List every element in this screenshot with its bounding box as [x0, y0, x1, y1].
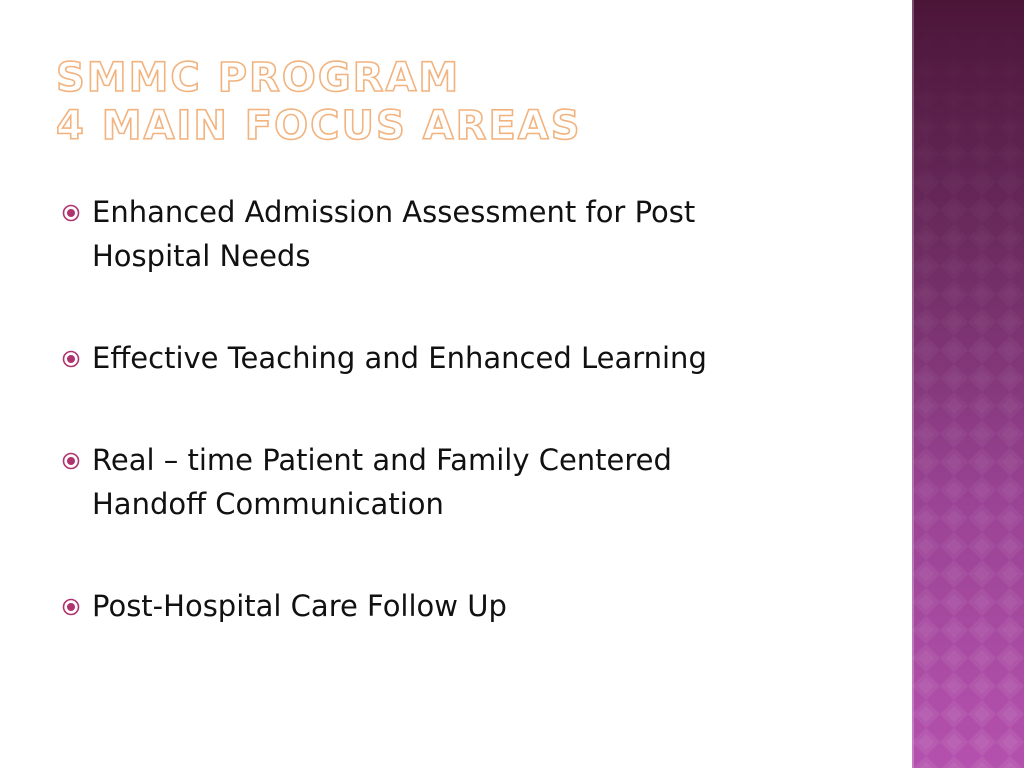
bullet-text: Post-Hospital Care Follow Up	[92, 589, 507, 623]
decorative-side-band	[912, 0, 1024, 768]
radio-bullet-icon	[62, 452, 80, 470]
bullet-item	[60, 336, 820, 380]
title-line-1: SMMC PROGRAM	[56, 55, 461, 101]
bullet-text-continued: Handoff Communication	[92, 487, 444, 521]
bullet-text: Enhanced Admission Assessment for Post	[92, 195, 696, 229]
bullet-item	[60, 584, 820, 628]
radio-bullet-icon	[62, 598, 80, 616]
radio-bullet-icon	[62, 204, 80, 222]
bullet-text: Effective Teaching and Enhanced Learning	[92, 341, 707, 375]
bullet-item	[60, 438, 820, 526]
bullet-item	[60, 190, 820, 278]
slide-title	[56, 54, 582, 150]
bullet-text-continued: Hospital Needs	[92, 239, 311, 273]
title-line-2: 4 MAIN FOCUS AREAS	[56, 103, 582, 149]
bullet-text: Real – time Patient and Family Centered	[92, 443, 672, 477]
diamond-pattern-icon	[912, 0, 1024, 768]
bullet-list	[60, 190, 820, 686]
radio-bullet-icon	[62, 350, 80, 368]
side-band-divider	[912, 0, 914, 768]
